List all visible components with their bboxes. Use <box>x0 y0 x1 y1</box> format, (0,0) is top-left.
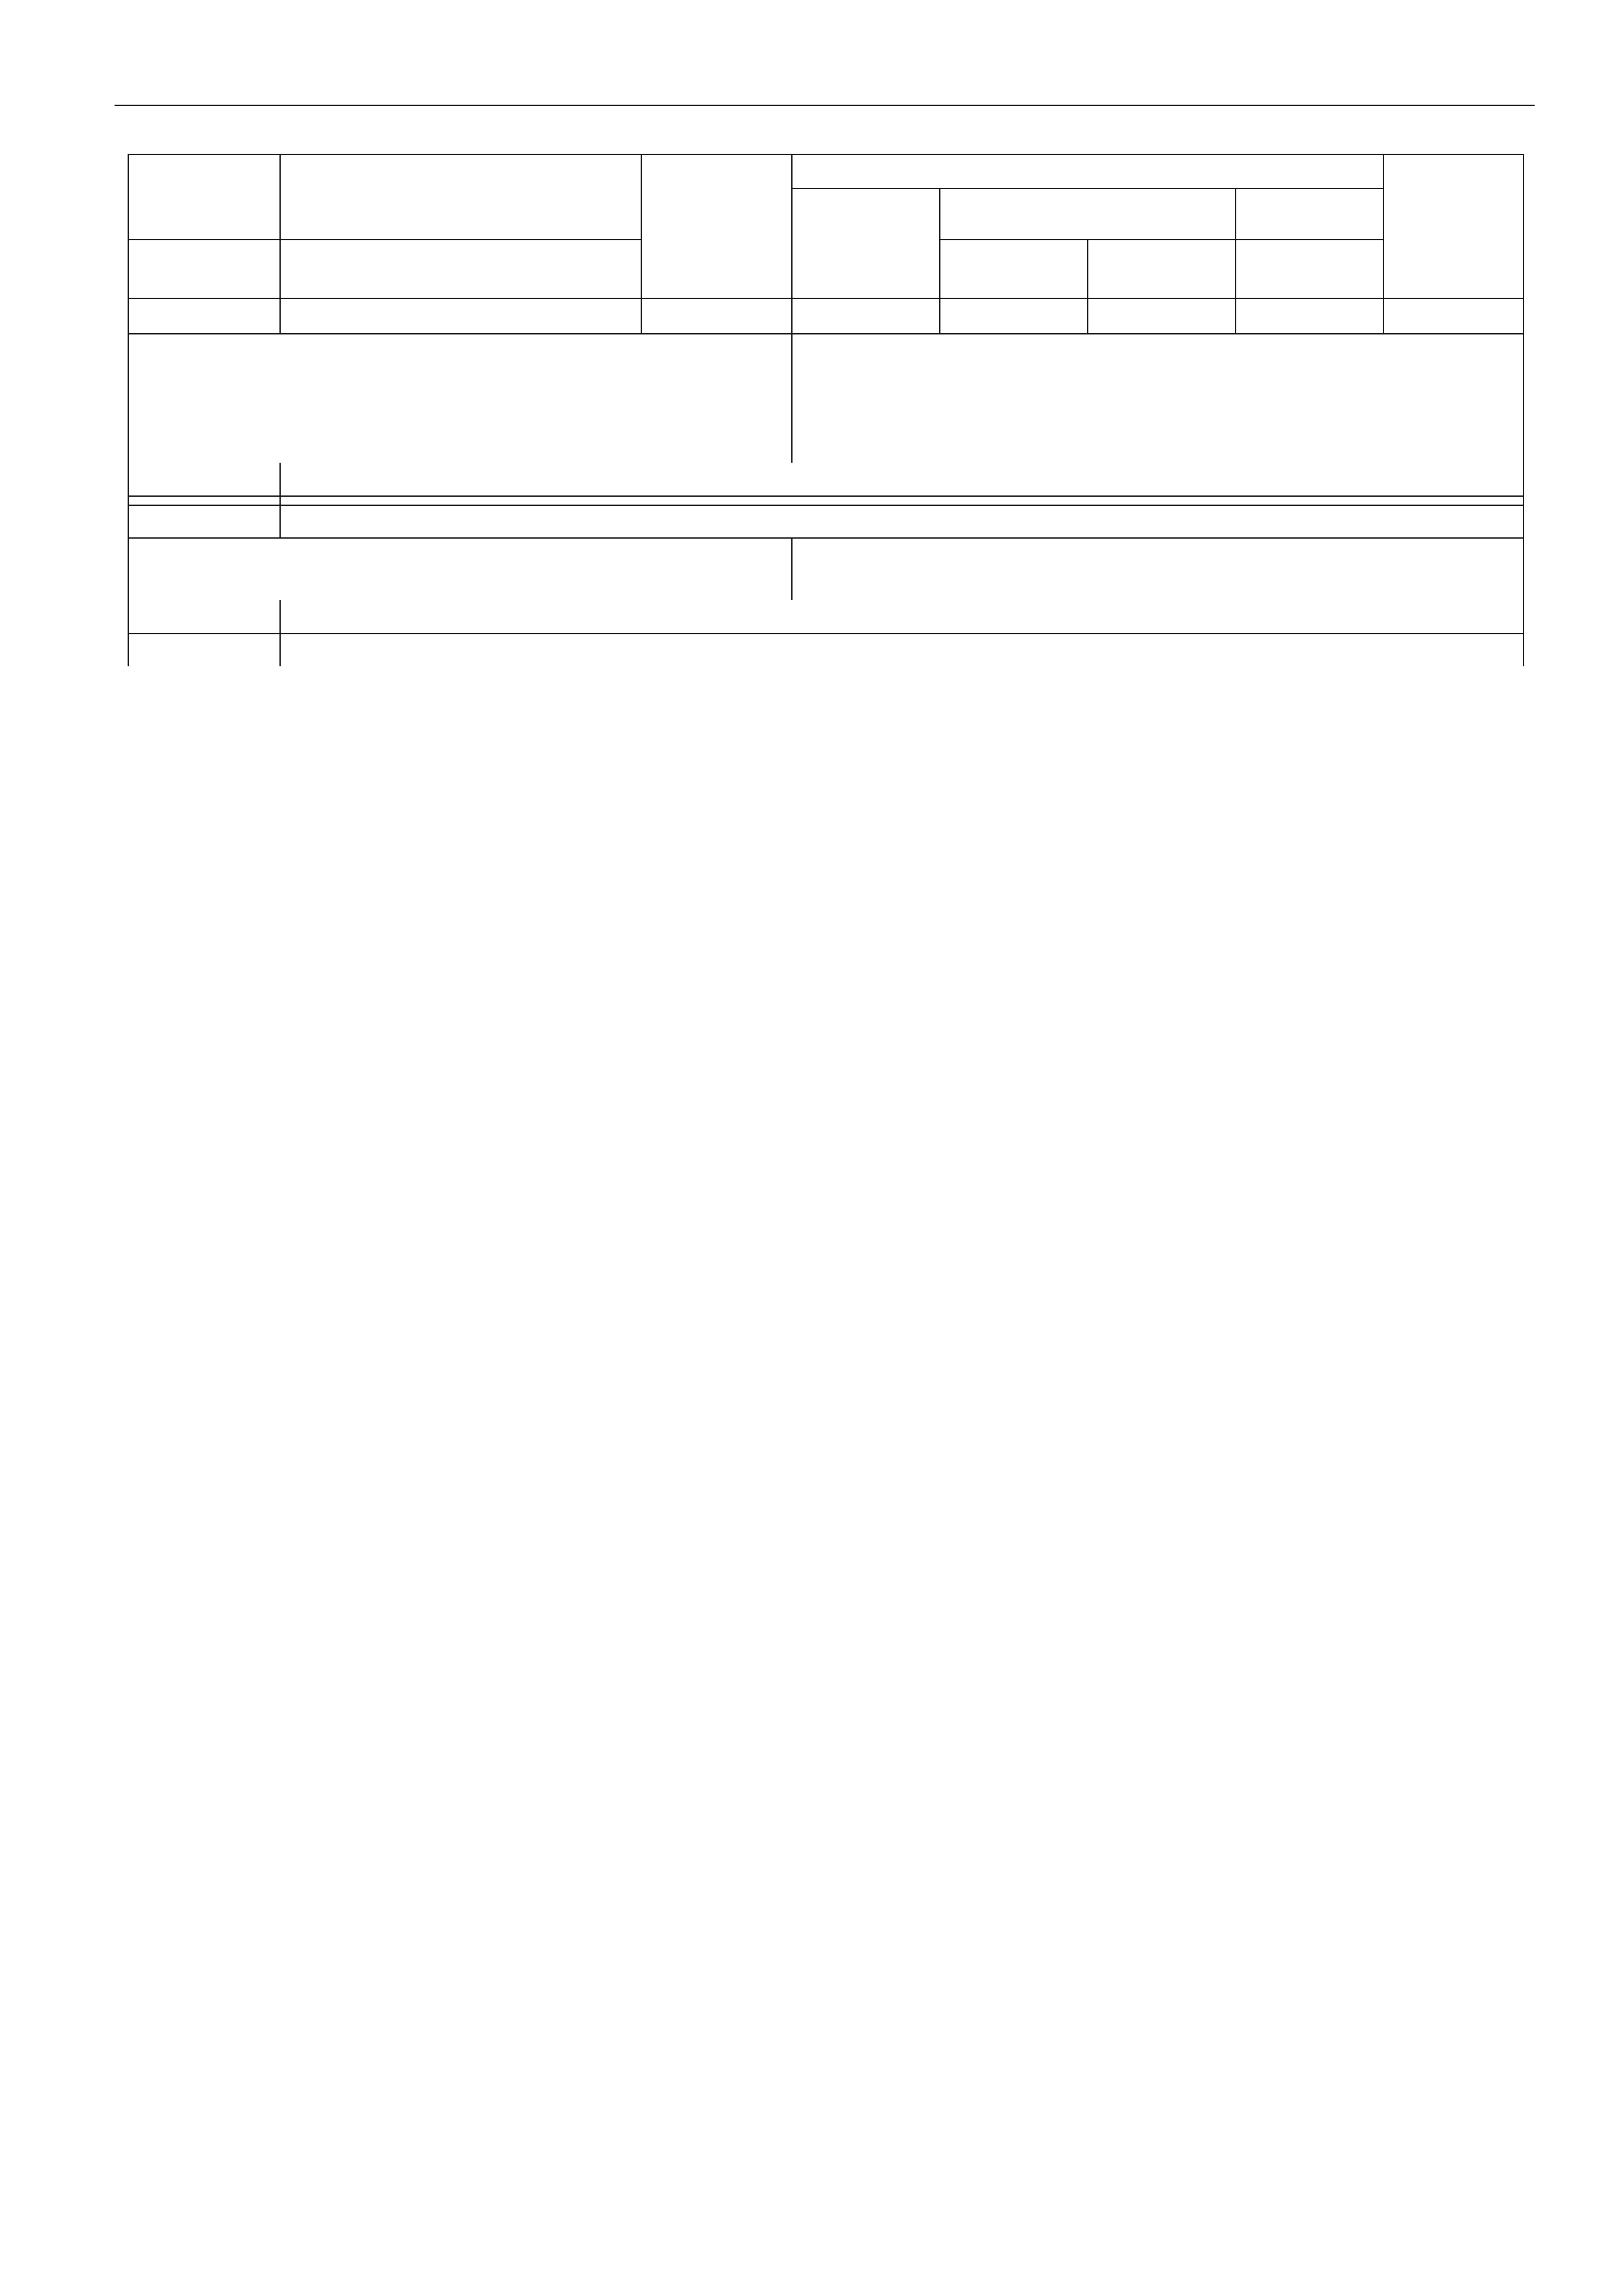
table-005-title <box>128 538 792 600</box>
table-005-heading-text <box>792 538 1524 600</box>
col1-top-header <box>128 154 280 240</box>
col7-header <box>1236 240 1383 298</box>
machines-header <box>940 188 1236 240</box>
col3-header <box>641 154 792 298</box>
col6-header <box>1088 240 1236 298</box>
table-004-measure <box>280 463 1524 496</box>
table-004-section2 <box>280 505 1524 538</box>
price-table <box>128 154 1523 666</box>
in-total-header <box>792 154 1383 188</box>
col2-bottom-header <box>280 240 641 298</box>
col8-header <box>1383 154 1524 298</box>
col5-header <box>940 240 1088 298</box>
materials-header <box>1236 188 1383 240</box>
col2-top-header <box>280 154 641 240</box>
table-004-heading <box>128 334 1524 505</box>
column-numbers <box>128 298 1524 334</box>
table-004-section <box>280 496 1524 505</box>
main-table <box>128 154 1524 666</box>
table-005-heading <box>128 538 1524 666</box>
table-005-measure <box>280 600 1524 634</box>
table-004-subsection <box>128 505 1524 538</box>
table-004-title <box>128 334 792 463</box>
table-005-section <box>280 634 1524 666</box>
col1-bottom-header <box>128 240 280 298</box>
col4-header <box>792 188 940 298</box>
table-004-heading-text <box>792 334 1524 463</box>
header-rule <box>115 105 1535 106</box>
